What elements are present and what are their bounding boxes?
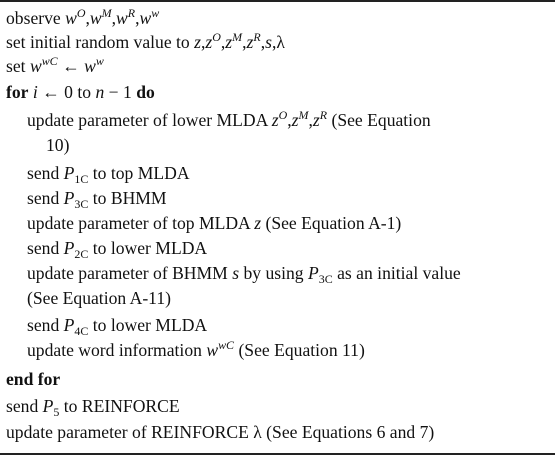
line-observe: observe $w^O,w^M,w^R,w^w$ xyxy=(6,6,160,28)
line-set-initial: set initial random value to $z,z^O,z^M,z^R,s,\lambda$ xyxy=(6,30,285,52)
var-w: $w^O$ xyxy=(65,6,86,28)
line-send-p1c: send $P_{1C}$ to top MLDA xyxy=(27,163,190,186)
line-send-p5: send $P_5$ to REINFORCE xyxy=(6,396,180,419)
line-send-p3c: send $P_{3C}$ to BHMM xyxy=(27,188,167,211)
line-update-reinforce: update parameter of REINFORCE λ (See Equations 6 and 7) xyxy=(6,422,435,442)
line-update-top: update parameter of top MLDA z (See Equation A-1) xyxy=(27,213,402,233)
line-send-p2c: send $P_{2C}$ to lower MLDA xyxy=(27,238,208,261)
line-update-bhmm: update parameter of BHMM s by using $P_{3C}$ as an initial value xyxy=(27,263,461,286)
line-for: for i ← 0 to n − 1 do xyxy=(6,82,155,102)
line-update-word: update word information $w^{wC}$ (See Equation 11) xyxy=(27,338,365,360)
line-end-for xyxy=(6,367,60,391)
line-update-lower: update parameter of lower MLDA $z^O,z^M,z^R$ (See Equation xyxy=(27,108,431,130)
line-send-p4c: send $P_{4C}$ to lower MLDA xyxy=(27,315,208,338)
var-z-list: $z,z^O,z^M,z^R,s,\lambda$ xyxy=(194,30,285,52)
line-see-a11: (See Equation A-11) xyxy=(27,288,171,308)
keyword-do: do xyxy=(136,82,155,102)
line-ten: 10) xyxy=(46,135,70,155)
top-rule xyxy=(0,0,555,2)
line-set-wwc: set $w^{wC}$ ← $w^w$ xyxy=(6,54,104,76)
keyword-end-for: end for xyxy=(6,369,61,389)
keyword-for: for xyxy=(6,82,29,102)
keyword-observe: observe xyxy=(6,8,61,28)
